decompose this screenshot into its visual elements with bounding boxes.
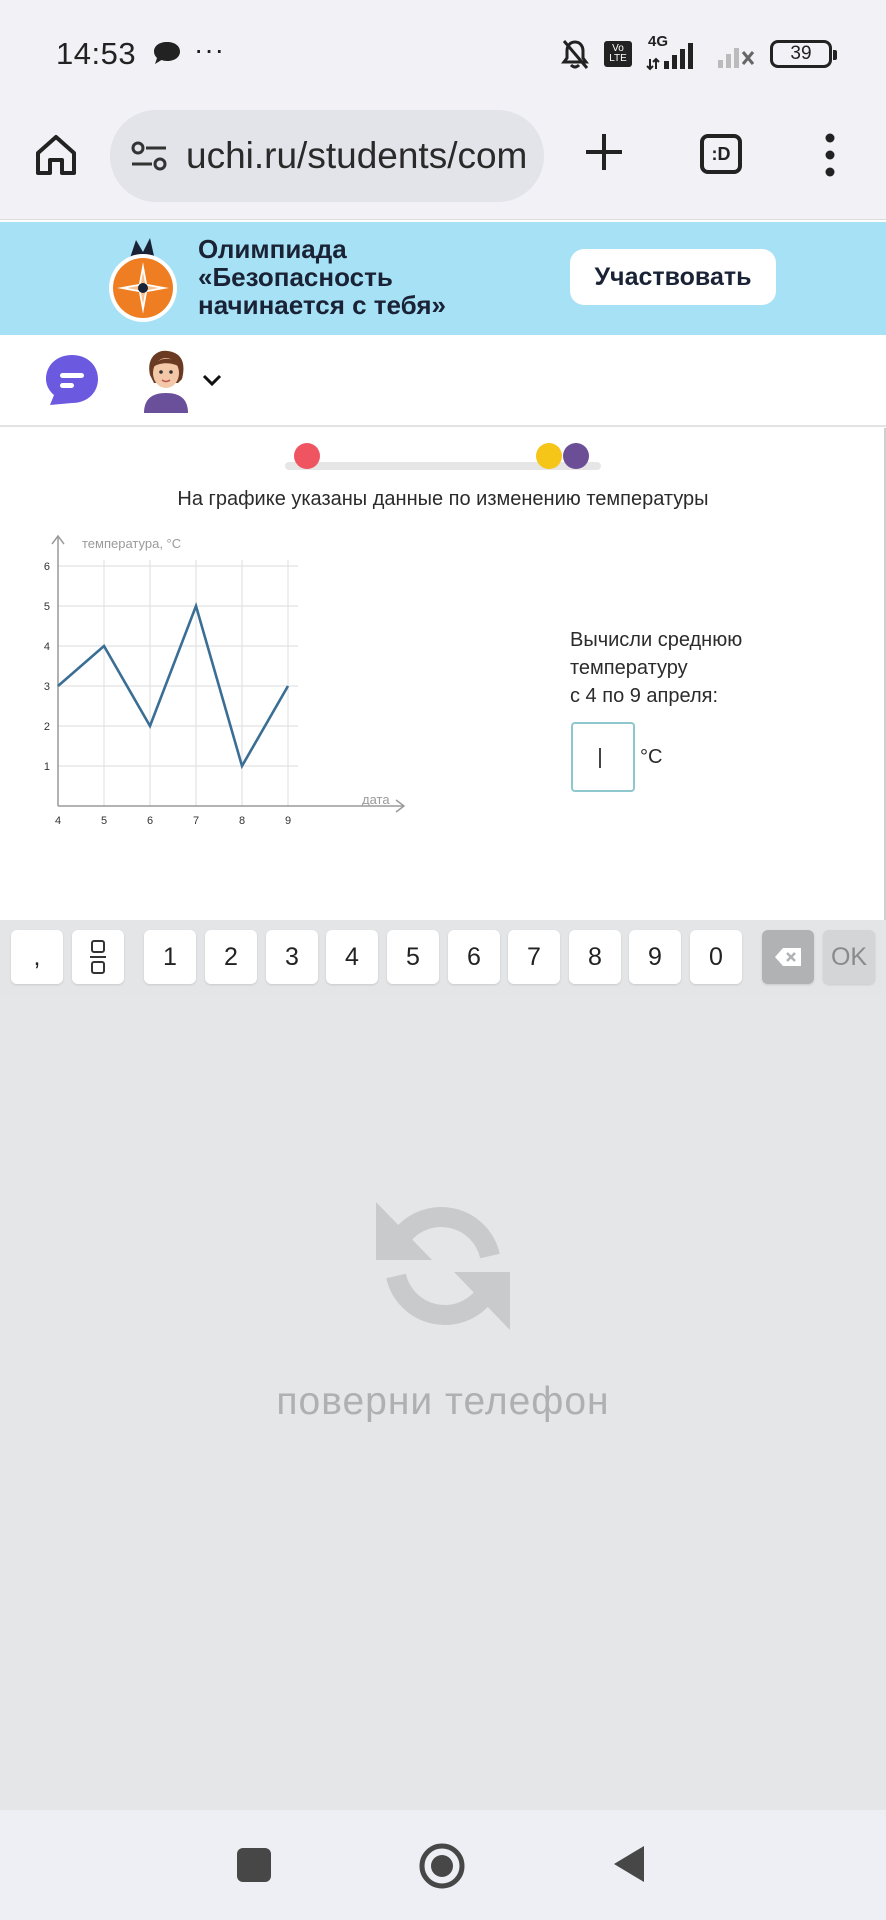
- key-8[interactable]: 8: [569, 930, 621, 984]
- y-tick-label: 5: [43, 601, 50, 613]
- x-tick-label: 8: [238, 815, 246, 827]
- progress-dot: [294, 443, 320, 469]
- y-tick-label: 1: [43, 761, 50, 773]
- status-time: 14:53: [56, 36, 137, 71]
- number-keypad: [0, 920, 886, 994]
- back-button[interactable]: [612, 1844, 646, 1884]
- y-tick-label: 4: [43, 641, 50, 653]
- key-2[interactable]: 2: [205, 930, 257, 984]
- x-axis-label: дата: [362, 792, 390, 807]
- rotate-icon: [374, 1196, 512, 1336]
- y-tick-label: 3: [43, 681, 50, 693]
- unit-label: °С: [640, 746, 663, 768]
- chat-icon[interactable]: [44, 353, 100, 407]
- status-bar: [0, 0, 886, 100]
- key-0[interactable]: 0: [690, 930, 742, 984]
- avatar[interactable]: [138, 347, 194, 413]
- y-tick-label: 2: [43, 721, 50, 733]
- y-axis-label: температура, °С: [82, 536, 182, 551]
- signal-weak-icon: [716, 38, 756, 70]
- progress-dot: [563, 443, 589, 469]
- home-icon[interactable]: [34, 133, 78, 177]
- key-comma[interactable]: ,: [11, 930, 63, 984]
- key-9[interactable]: 9: [629, 930, 681, 984]
- chart-svg: [40, 528, 420, 838]
- key-3[interactable]: 3: [266, 930, 318, 984]
- progress-dot: [536, 443, 562, 469]
- task-question: На графике указаны данные по изменению температуры: [177, 488, 709, 510]
- y-tick-label: 6: [43, 561, 50, 573]
- more-menu-icon[interactable]: [820, 132, 840, 178]
- x-tick-label: 4: [54, 815, 62, 827]
- tab-switcher-button[interactable]: :D: [700, 134, 742, 174]
- status-more-dots: ···: [194, 34, 225, 65]
- key-6[interactable]: 6: [448, 930, 500, 984]
- volte-badge: Vo LTE: [604, 41, 632, 67]
- x-tick-label: 5: [100, 815, 108, 827]
- x-tick-label: 6: [146, 815, 154, 827]
- olympiad-logo-icon: [106, 236, 180, 324]
- new-tab-icon[interactable]: [582, 130, 626, 174]
- key-5[interactable]: 5: [387, 930, 439, 984]
- site-settings-icon[interactable]: [130, 141, 168, 171]
- x-tick-label: 9: [284, 815, 292, 827]
- home-button[interactable]: [418, 1842, 466, 1890]
- recent-apps-button[interactable]: [237, 1848, 271, 1882]
- participate-button[interactable]: Участвовать: [570, 249, 776, 305]
- url-text[interactable]: uchi.ru/students/com: [186, 135, 528, 176]
- temperature-chart: [40, 528, 420, 838]
- chevron-down-icon[interactable]: [200, 371, 224, 389]
- task-panel: [0, 428, 886, 920]
- rotate-notice: [0, 994, 886, 1810]
- olympiad-banner[interactable]: [0, 222, 886, 335]
- banner-title: Олимпиада «Безопасность начинается с тебя»: [198, 234, 447, 320]
- key-fraction[interactable]: [72, 930, 124, 984]
- key-1[interactable]: 1: [144, 930, 196, 984]
- browser-toolbar: [0, 100, 886, 220]
- user-bar: [0, 335, 886, 427]
- x-tick-label: 7: [192, 815, 200, 827]
- key-4[interactable]: 4: [326, 930, 378, 984]
- backspace-icon: [774, 947, 802, 967]
- rotate-text: поверни телефон: [276, 1380, 610, 1423]
- status-indicators: [560, 34, 832, 74]
- task-prompt: Вычисли среднюю температуру с 4 по 9 апреля:: [570, 629, 743, 707]
- signal-strong-icon: [646, 37, 702, 71]
- fraction-icon: [88, 939, 108, 975]
- backspace-key[interactable]: [762, 930, 814, 984]
- message-icon: [152, 40, 182, 66]
- battery-icon: 39: [770, 40, 832, 68]
- ok-key[interactable]: OK: [823, 930, 875, 984]
- address-bar[interactable]: [110, 110, 544, 202]
- key-7[interactable]: 7: [508, 930, 560, 984]
- system-nav-bar: [0, 1810, 886, 1920]
- bell-muted-icon: [560, 38, 590, 70]
- signal-4g: 4G: [646, 37, 702, 71]
- answer-input[interactable]: [571, 722, 635, 792]
